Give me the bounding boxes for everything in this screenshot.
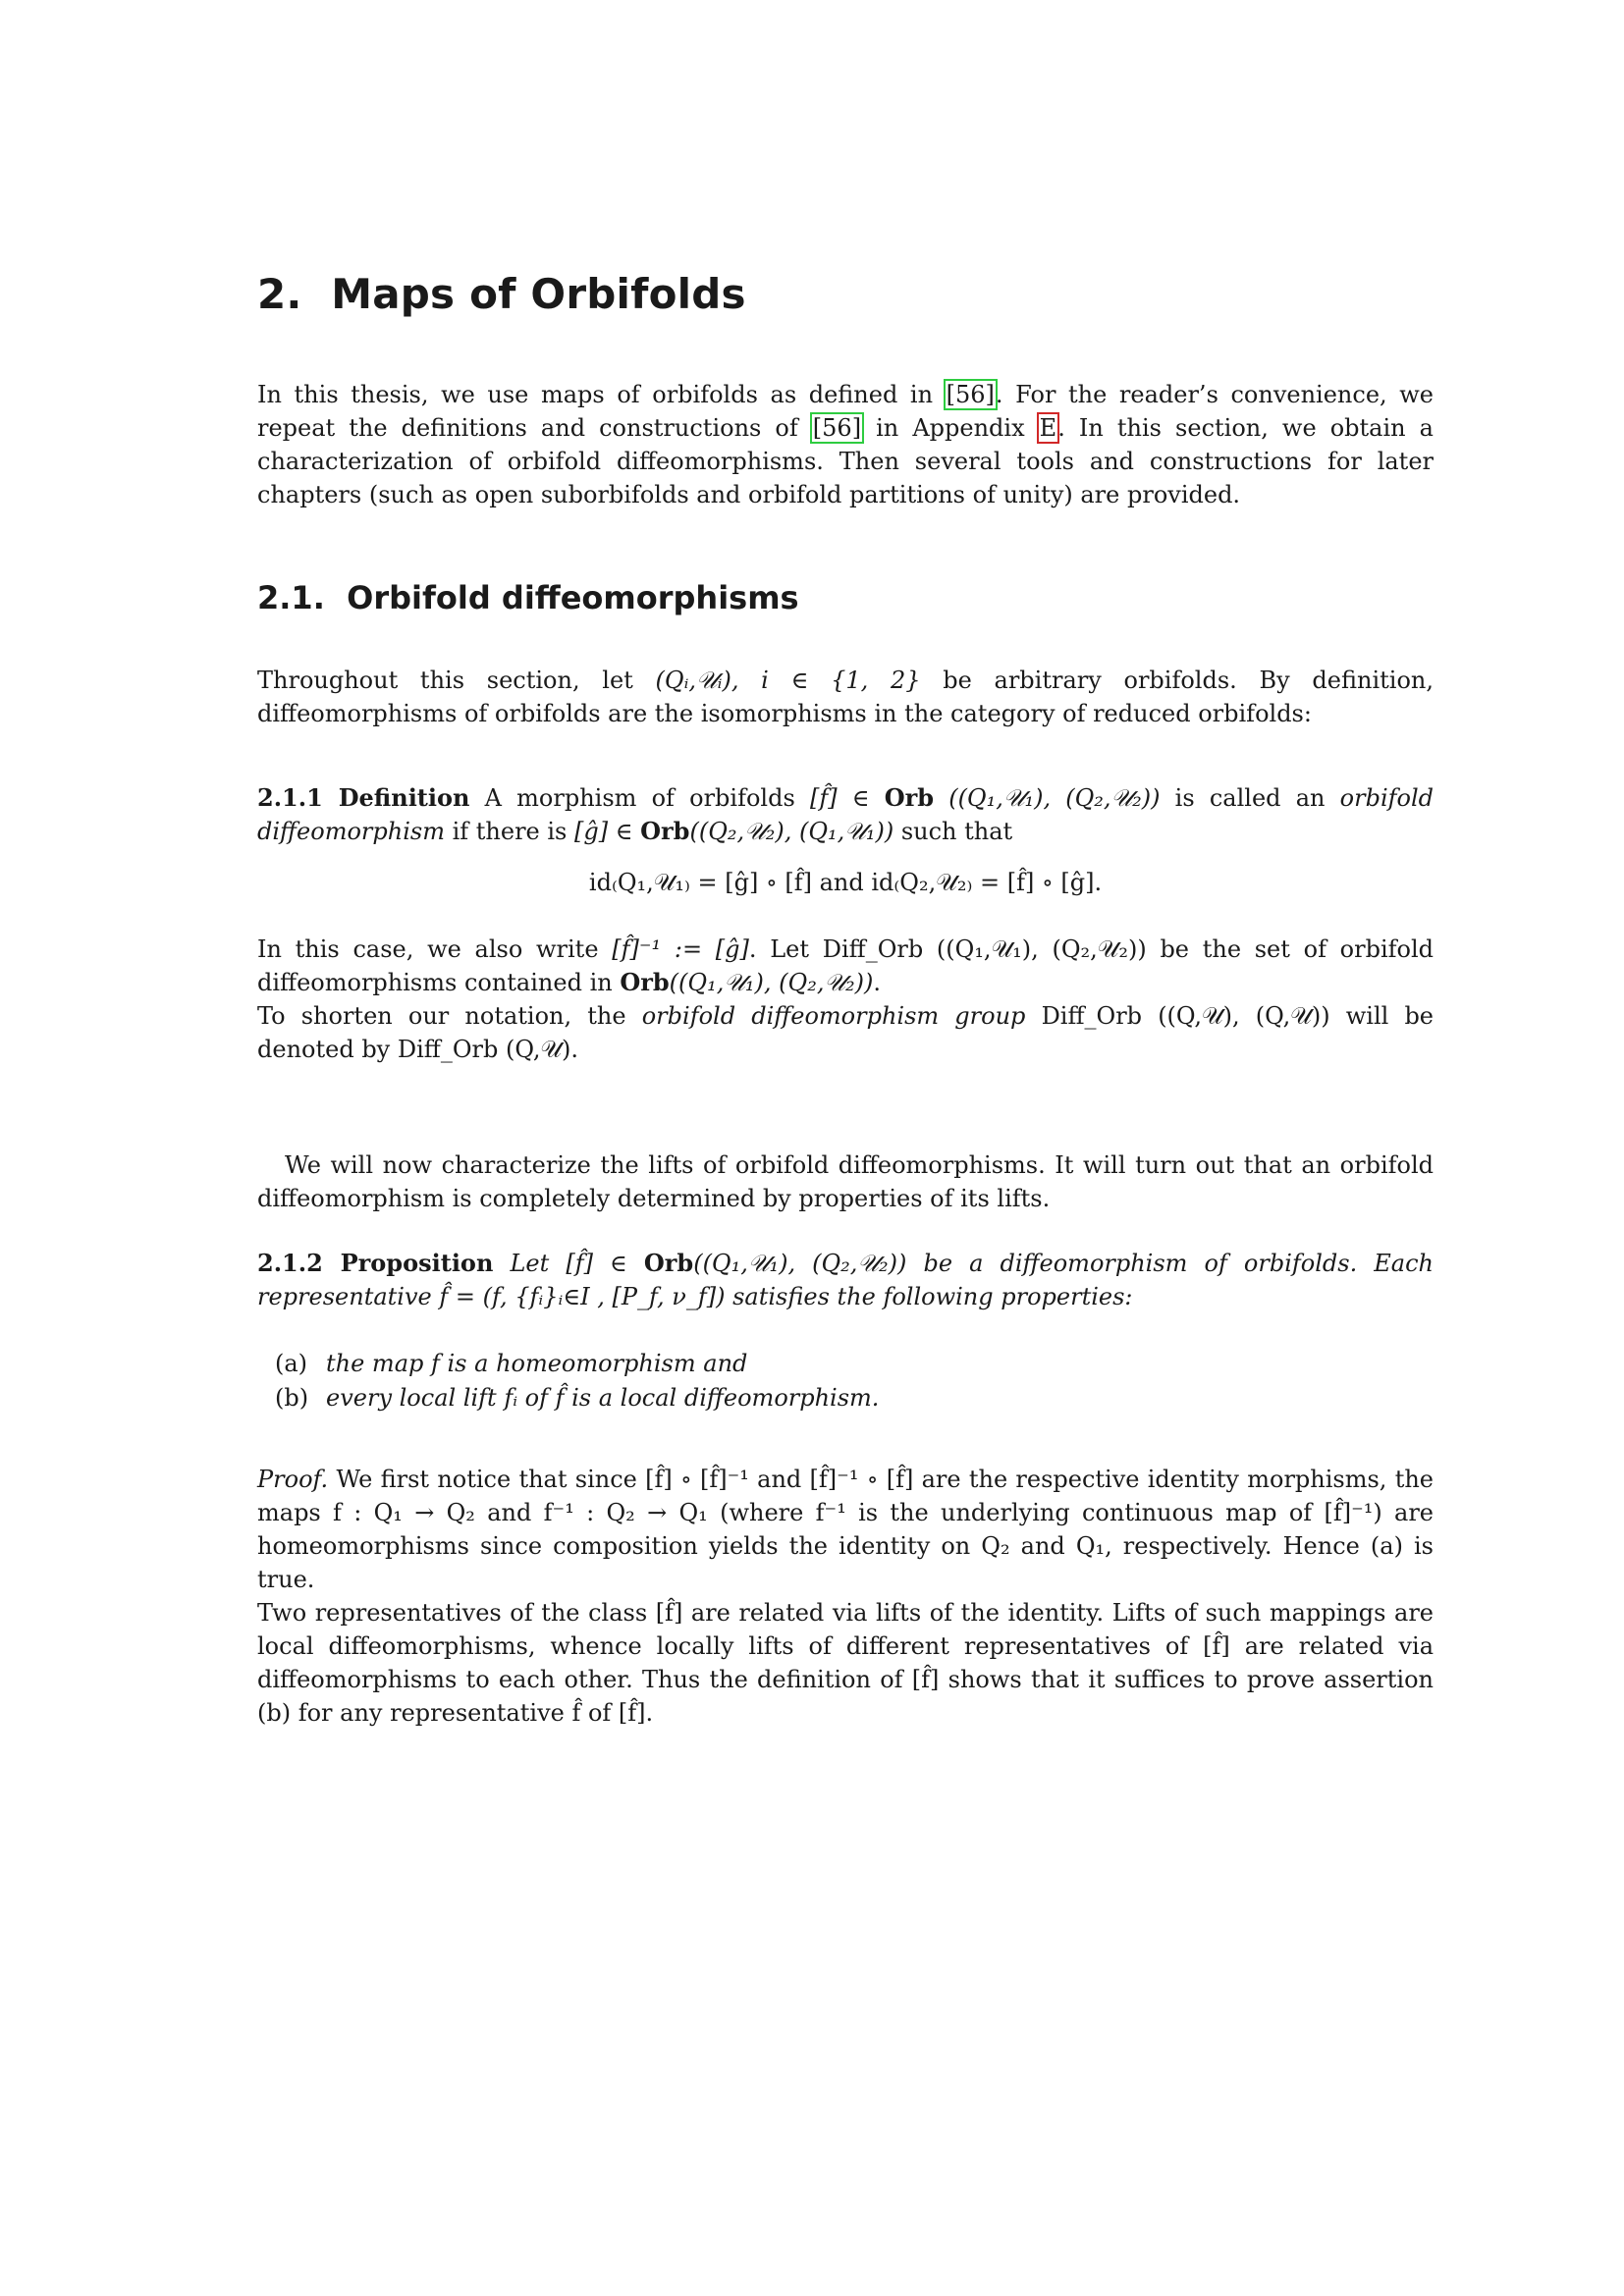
throughout-paragraph: Throughout this section, let (Qᵢ,𝒰ᵢ), i ∈ {1, 2} be arbitrary orbifolds. By definition, diffeomorphisms of orbifolds are the isomorphisms in the category of reduced orbifolds: [257, 667, 1434, 727]
group-term: orbifold diffeomorphism group [641, 1002, 1026, 1030]
proof-label: Proof. [257, 1466, 329, 1493]
proof-paragraph: Proof. We first notice that since [f̂] ∘ [f̂]⁻¹ and [f̂]⁻¹ ∘ [f̂] are the respective identity morphisms, the maps f : Q₁ → Q₂ and f⁻¹ : Q₂ → Q₁ (where f⁻¹ is the underlying continuous map of [f̂]⁻¹) are homeomorphisms since composition yields the identity on Q₂ and Q₁, respectively. Hence (a) is true. [257, 1466, 1434, 1593]
proof-paragraph-2: Two representatives of the class [f̂] are related via lifts of the identity. Lifts of such mappings are local diffeomorphisms, whence locally lifts of different representatives of [f̂] are related via diffeomorphisms to each other. Thus the definition of [f̂] shows that it suffices to prove assertion (b) for any representative f̂ of [f̂]. [257, 1599, 1434, 1727]
inverse-paragraph: In this case, we also write [f̂]⁻¹ := [ĝ]. Let Diff_Orb ((Q₁,𝒰₁), (Q₂,𝒰₂)) be the set of orbifold diffeomorphisms contained in Orb((Q₁,𝒰₁), (Q₂,𝒰₂)). [257, 935, 1435, 996]
chapter-title-text: Maps of Orbifolds [331, 270, 746, 318]
defined-term: orbifold diffeomorphism [257, 784, 1434, 845]
proposition-label: 2.1.2 Proposition [257, 1249, 494, 1277]
definition-label: 2.1.1 Definition [257, 783, 470, 812]
proposition-items [275, 1347, 1434, 1415]
section-title-text: Orbifold diffeomorphisms [347, 579, 799, 616]
intro-paragraph: In this thesis, we use maps of orbifolds as defined in [56]. For the reader’s convenience, we repeat the definitions and constructions of [56] in Appendix E. In this section, we obtain a characterization of orbifold diffeomorphisms. Then several tools and constructions for later chapters (such as open suborbifolds and orbifold partitions of unity) are provided. [257, 381, 1434, 508]
chapter-title [257, 270, 746, 318]
list-item: (a) the map f is a homeomorphism and [275, 1350, 748, 1377]
chapter-number: 2. [257, 270, 302, 318]
list-item: (b) every local lift fᵢ of f̂ is a local diffeomorphism. [275, 1384, 880, 1412]
display-equation: id₍Q₁,𝒰₁₎ = [ĝ] ∘ [f̂] and id₍Q₂,𝒰₂₎ = [f̂] ∘ [ĝ]. [588, 869, 1103, 896]
definition-2-1-1: 2.1.1 Definition A morphism of orbifolds [f̂] ∈ Orb ((Q₁,𝒰₁), (Q₂,𝒰₂)) is called an orbifold diffeomorphism if there is [ĝ] ∈ Orb((Q₂,𝒰₂), (Q₁,𝒰₁)) such that [257, 783, 1434, 845]
proposition-2-1-2: 2.1.2 Proposition Let [f̂] ∈ Orb((Q₁,𝒰₁), (Q₂,𝒰₂)) be a diffeomorphism of orbifolds. Each representative f̂ = (f, {fᵢ}ᵢ∈I , [P_f, ν_f]) satisfies the following properties: [257, 1249, 1434, 1310]
citation-link-56-second[interactable]: [56] [812, 414, 862, 442]
section-number: 2.1. [257, 579, 325, 616]
section-title [257, 579, 799, 616]
notation-paragraph: To shorten our notation, the orbifold diffeomorphism group Diff_Orb ((Q,𝒰), (Q,𝒰)) will be denoted by Diff_Orb (Q,𝒰). [257, 1002, 1435, 1063]
characterize-paragraph: We will now characterize the lifts of orbifold diffeomorphisms. It will turn out that an orbifold diffeomorphism is completely determined by properties of its lifts. [257, 1151, 1434, 1212]
appendix-link-e[interactable]: E [1039, 414, 1057, 442]
citation-link-56[interactable]: [56] [946, 381, 995, 408]
